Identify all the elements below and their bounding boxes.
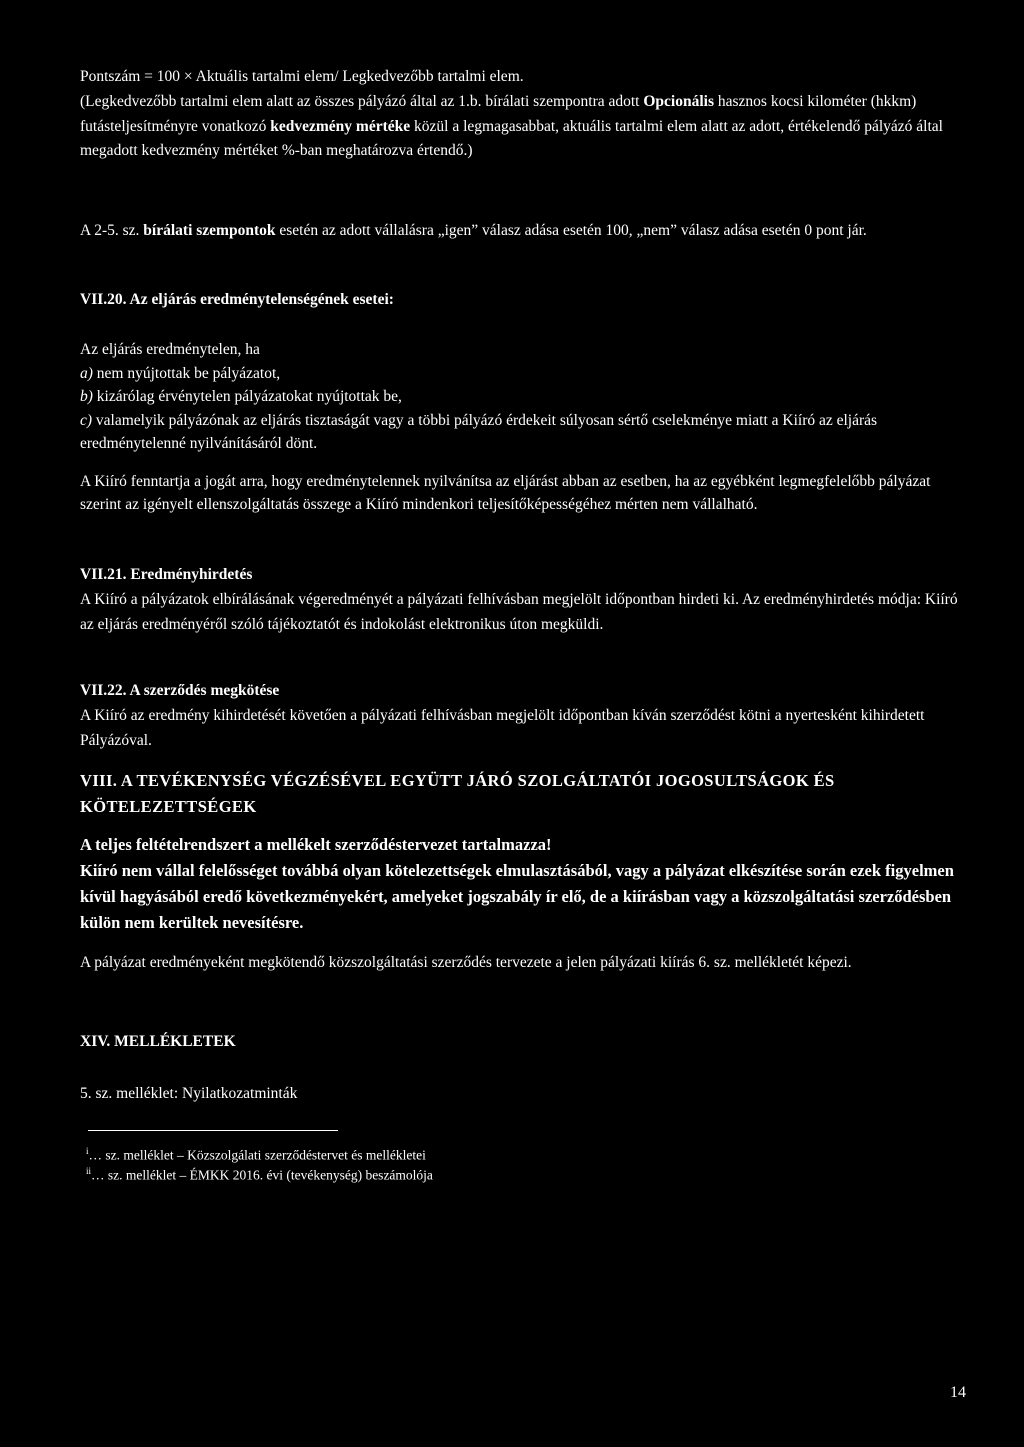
chapter-viii-paragraph: A pályázat eredményeként megkötendő közszolgáltatási szerződés tervezete a jelen pályázati kiírás 6. sz. mellékletét képezi. bbox=[80, 954, 852, 971]
section-text-vii21: A Kiíró a pályázatok elbírálásának végeredményét a pályázati felhívásban megjelölt időpontban hirdeti ki. Az eredményhirdetés módja: Kiíró az eljárás eredményéről szóló tájékoztatót és indokolást elektronikus úton megküldi. bbox=[80, 591, 958, 633]
annex-item: 5. sz. melléklet: Nyilatkozatminták bbox=[80, 1085, 298, 1102]
chapter-heading-viii: VIII. A TEVÉKENYSÉG VÉGZÉSÉVEL EGYÜTT JÁRÓ SZOLGÁLTATÓI JOGOSULTSÁGOK ÉS KÖTELEZETTSÉGEK bbox=[80, 771, 835, 816]
footnote-mark: ii bbox=[86, 1166, 92, 1176]
scoring-criteria-note bbox=[80, 218, 960, 244]
chapter-heading-xiv: XIV. MELLÉKLETEK bbox=[80, 1033, 236, 1050]
scoring-formula bbox=[80, 66, 960, 87]
list-item bbox=[80, 385, 960, 409]
bold-statement: Kiíró nem vállal felelősséget továbbá olyan kötelezettségek elmulasztásából, vagy a pályázat elkészítése során ezek figyelmen kívül hagyásából eredő következményekért, amelyeket jogszabály ír elő, de a kiírásban vagy a közszolgáltatási szerződésben külön nem kerültek nevesítésre. bbox=[80, 861, 954, 932]
explanation-bold: kedvezmény mértéke bbox=[270, 117, 411, 135]
list-marker: c) bbox=[80, 411, 93, 429]
footnote-mark: i bbox=[86, 1146, 89, 1156]
section-vii21 bbox=[80, 562, 960, 637]
chapter-viii-bold-block bbox=[80, 832, 960, 936]
scoring-explanation bbox=[80, 90, 960, 164]
list-lead: Az eljárás eredménytelen, ha bbox=[80, 341, 260, 358]
footnote-divider bbox=[88, 1130, 338, 1131]
bold-statement: A teljes feltételrendszert a mellékelt szerződéstervezet tartalmazza! bbox=[80, 835, 552, 854]
list-marker: b) bbox=[80, 388, 93, 405]
list-marker: a) bbox=[80, 364, 93, 382]
criteria-bold: bírálati szempontok bbox=[143, 222, 276, 239]
section-heading-vii20: VII.20. Az eljárás eredménytelenségének esetei: bbox=[80, 291, 394, 308]
criteria-part: esetén az adott vállalásra „igen” válasz adása esetén 100, „nem” válasz adása esetén 0 pont jár. bbox=[275, 222, 867, 239]
explanation-part: közül a legmagasabbat, aktuális tartalmi elem alatt az adott, értékelendő pályázó által megadott kedvezmény mértéket %-ban meghatározva értendő.) bbox=[80, 117, 943, 159]
formula-text: Pontszám = 100 × Aktuális tartalmi elem/ Legkedvezőbb tartalmi elem. bbox=[80, 68, 524, 85]
list-item bbox=[80, 362, 960, 386]
section-vii22 bbox=[80, 678, 960, 753]
list-text: nem nyújtottak be pályázatot, bbox=[92, 364, 281, 382]
footnote bbox=[86, 1162, 433, 1185]
footnote-text: … sz. melléklet – Közszolgálati szerződéstervet és mellékletei bbox=[88, 1147, 426, 1163]
explanation-bold: Opcionális bbox=[643, 93, 714, 110]
section-text-vii22: A Kiíró az eredmény kihirdetését követően a pályázati felhívásban megjelölt időpontban kíván szerződést kötni a nyertesként kihirdetett Pályázóval. bbox=[80, 707, 925, 749]
page-number: 14 bbox=[950, 1384, 966, 1401]
section-heading-vii22: VII.22. A szerződés megkötése bbox=[80, 682, 280, 699]
footnote-text: … sz. melléklet – ÉMKK 2016. évi (tevékenység) beszámolója bbox=[91, 1167, 433, 1183]
explanation-part: (Legkedvezőbb tartalmi elem alatt az összes pályázó által az 1.b. bírálati szempontra adott bbox=[80, 93, 644, 110]
criteria-part: A 2-5. sz. bbox=[80, 222, 144, 239]
section-body-vii20 bbox=[80, 338, 960, 456]
list-text: kizárólag érvénytelen pályázatokat nyújtottak be, bbox=[92, 388, 402, 405]
explanation-part: hasznos kocsi kilométer (hkkm) futásteljesítményre vonatkozó bbox=[80, 93, 917, 135]
section-heading-vii21: VII.21. Eredményhirdetés bbox=[80, 566, 253, 583]
list-item bbox=[80, 409, 960, 456]
section-paragraph-vii20: A Kiíró fenntartja a jogát arra, hogy eredménytelennek nyilvánítsa az eljárást abban az esetben, ha az egyébként legmegfelelőbb pályázat szerint az igényelt ellenszolgáltatás összege a Kiíró mindenkori teljesítőképességéhez mérten nem vállalható. bbox=[80, 473, 931, 513]
list-text: valamelyik pályázónak az eljárás tisztaságát vagy a többi pályázó érdekeit súlyosan sértő cselekménye miatt a Kiíró az eljárás eredménytelenné nyilvánításáról dönt. bbox=[80, 411, 878, 452]
